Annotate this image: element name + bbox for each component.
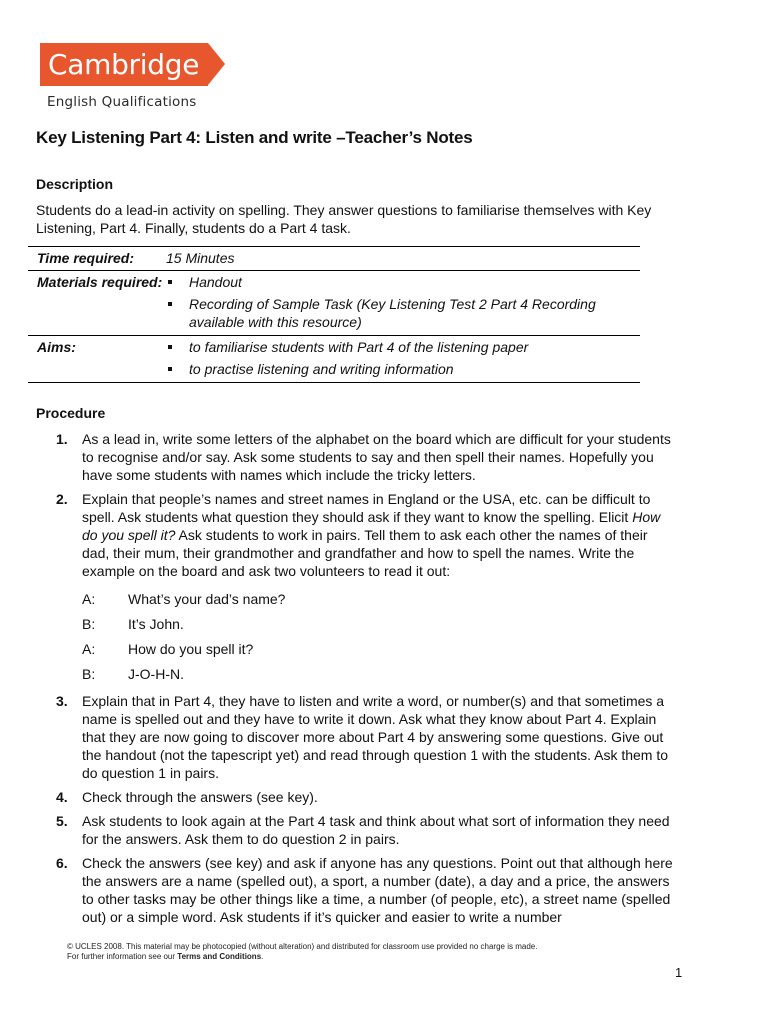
procedure-step (36, 430, 676, 484)
materials-label: Materials required: (37, 274, 163, 290)
description-heading: Description (36, 176, 114, 192)
dialogue-speaker: A: (82, 590, 96, 607)
terms-link[interactable]: Terms and Conditions (177, 952, 262, 961)
step-text: Ask students to look again at the Part 4 task and think about what sort of information they need for the answers. Ask them to do question 2 in pairs. (82, 813, 670, 847)
dialogue-line (82, 636, 676, 661)
aims-list (166, 338, 528, 378)
materials-item: Handout (166, 273, 640, 291)
dialogue-text: It’s John. (128, 615, 184, 632)
terms-prefix: For further information see our (67, 952, 178, 961)
dialogue-speaker: A: (82, 640, 96, 657)
dialogue-line (82, 661, 676, 686)
info-table (28, 246, 640, 383)
terms-suffix: . (261, 952, 264, 961)
terms-line (67, 952, 537, 962)
step-text: Check the answers (see key) and ask if anyone has any questions. Point out that although here the answers are a name (spelled out), a sport, a number (date), a day and a price, the answers to other tasks may be other things like a time, a number (of people, etc), a street name (spelled out) or a simple word. Ask students if it’s quicker and easier to write a number (82, 855, 673, 925)
step-number: 1. (56, 431, 68, 447)
copyright-text: © UCLES 2008. This material may be photocopied (without alteration) and distributed for classroom use provided no charge is made. (67, 942, 538, 951)
time-value: 15 Minutes (166, 250, 235, 266)
page-title: Key Listening Part 4: Listen and write –Teacher’s Notes (36, 128, 473, 147)
dialogue-speaker: B: (82, 615, 96, 632)
cambridge-logo (40, 43, 208, 110)
aims-label: Aims: (37, 339, 76, 355)
time-row (28, 247, 640, 271)
description-text: Students do a lead-in activity on spelling. They answer questions to familiarise themselves with Key Listening, Part 4. Finally, students do a Part 4 task. (36, 202, 652, 236)
aims-row (28, 336, 640, 383)
step-number: 6. (56, 855, 68, 871)
procedure-heading: Procedure (36, 405, 106, 421)
step-text: Ask students to work in pairs. Tell them to ask each other the names of their dad, their mum, their grandmother and grandfather and how to spell the names. Write the example on the board and ask two volunteers to read it out: (82, 527, 648, 579)
dialogue-line (82, 586, 676, 611)
procedure-step (36, 788, 676, 806)
procedure-step (36, 812, 676, 848)
dialogue-text: How do you spell it? (128, 640, 254, 657)
procedure-list (36, 430, 676, 932)
dialogue-text: J-O-H-N. (128, 665, 184, 682)
dialogue-text: What’s your dad’s name? (128, 590, 286, 607)
step-number: 2. (56, 491, 68, 507)
step-number: 5. (56, 813, 68, 829)
step-text: Check through the answers (see key). (82, 789, 318, 805)
step-text-italic: How do you spell it? (82, 509, 661, 543)
aims-item: to practise listening and writing information (166, 360, 528, 378)
step-number: 4. (56, 789, 68, 805)
procedure-step (36, 692, 676, 782)
step-number: 3. (56, 693, 68, 709)
logo-brand: Cambridge (40, 43, 208, 86)
step-text: Explain that people’s names and street names in England or the USA, etc. can be difficult to spell. Ask students what question they should ask if they want to know the spelling. Elicit (82, 491, 651, 525)
footer (67, 942, 537, 962)
dialogue-line (82, 611, 676, 636)
example-dialogue (82, 586, 676, 686)
step-text: Explain that in Part 4, they have to listen and write a word, or number(s) and that sometimes a name is spelled out and they have to write it down. Ask what they know about Part 4. Explain that they are now going to discover more about Part 4 by answering some questions. Give out the handout (not the tapescript yet) and read through question 1 with the students. Ask them to do question 1 in pairs. (82, 693, 669, 781)
logo-subtitle: English Qualifications (47, 94, 197, 110)
dialogue-speaker: B: (82, 665, 96, 682)
step-text: As a lead in, write some letters of the alphabet on the board which are difficult for your students to recognise and/or say. Ask some students to say and then spell their names. Hopefully you have some students with names which include the tricky letters. (82, 431, 671, 483)
materials-row (28, 271, 640, 336)
page-number: 1 (675, 965, 683, 980)
procedure-step (36, 854, 676, 926)
aims-item: to familiarise students with Part 4 of the listening paper (166, 338, 528, 356)
procedure-step (36, 490, 676, 686)
materials-list (166, 273, 640, 331)
materials-item: Recording of Sample Task (Key Listening Test 2 Part 4 Recording available with this resource) (166, 295, 640, 331)
time-label: Time required: (37, 250, 134, 266)
